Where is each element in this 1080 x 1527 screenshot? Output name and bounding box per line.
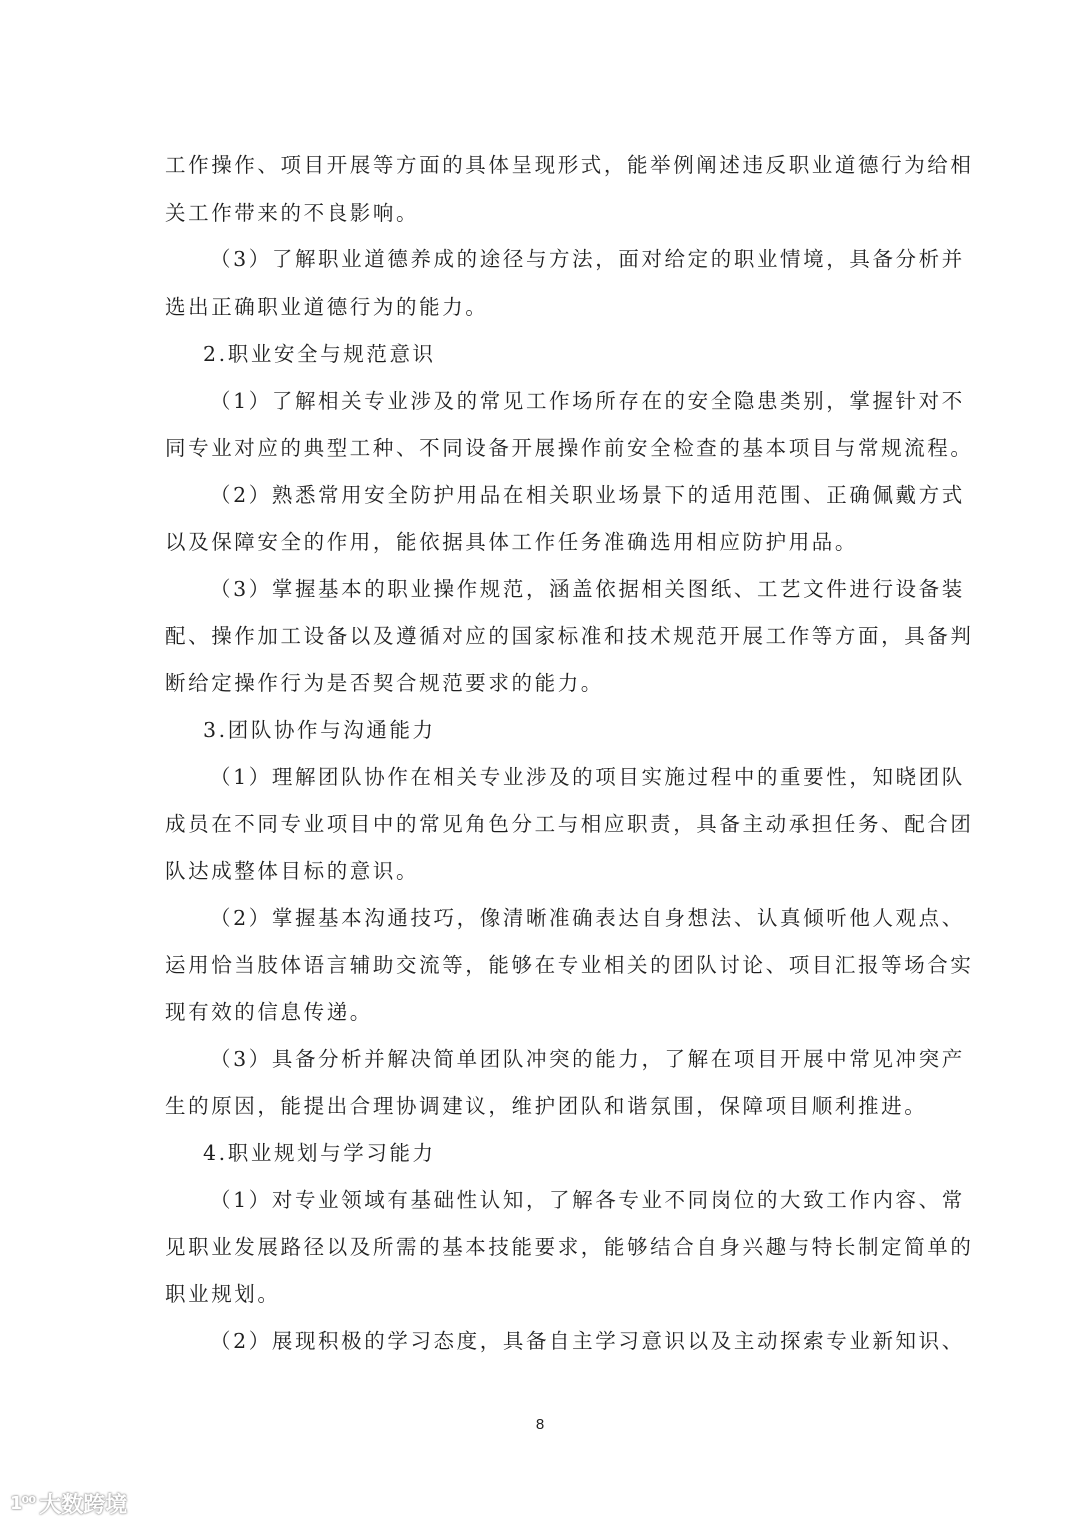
body-line: 现有效的信息传递。 xyxy=(165,1000,373,1024)
list-item-line: （2）展现积极的学习态度，具备自主学习意识以及主动探索专业新知识、 xyxy=(210,1329,965,1353)
section-heading: 4.职业规划与学习能力 xyxy=(203,1141,436,1165)
body-line: 配、操作加工设备以及遵循对应的国家标准和技术规范开展工作等方面，具备判 xyxy=(165,624,974,648)
body-line: 关工作带来的不良影响。 xyxy=(165,201,420,225)
body-line: 见职业发展路径以及所需的基本技能要求，能够结合自身兴趣与特长制定简单的 xyxy=(165,1235,974,1259)
body-line: 生的原因，能提出合理协调建议，维护团队和谐氛围，保障项目顺利推进。 xyxy=(165,1094,928,1118)
list-item-line: （3）了解职业道德养成的途径与方法，面对给定的职业情境，具备分析并 xyxy=(210,247,965,271)
body-line: 职业规划。 xyxy=(165,1282,281,1306)
section-heading: 2.职业安全与规范意识 xyxy=(203,342,436,366)
list-item-line: （2）掌握基本沟通技巧，像清晰准确表达自身想法、认真倾听他人观点、 xyxy=(210,906,965,930)
list-item-line: （3）具备分析并解决简单团队冲突的能力，了解在项目开展中常见冲突产 xyxy=(210,1047,965,1071)
watermark-text: 大数跨境 xyxy=(39,1493,128,1518)
list-item-line: （1）对专业领域有基础性认知，了解各专业不同岗位的大致工作内容、常 xyxy=(210,1188,965,1212)
body-line: 选出正确职业道德行为的能力。 xyxy=(165,295,489,319)
body-line: 断给定操作行为是否契合规范要求的能力。 xyxy=(165,671,604,695)
body-line: 工作操作、项目开展等方面的具体呈现形式，能举例阐述违反职业道德行为给相 xyxy=(165,153,974,177)
body-line: 以及保障安全的作用，能依据具体工作任务准确选用相应防护用品。 xyxy=(165,530,858,554)
body-line: 同专业对应的典型工种、不同设备开展操作前安全检查的基本项目与常规流程。 xyxy=(165,436,974,460)
list-item-line: （1）了解相关专业涉及的常见工作场所存在的安全隐患类别，掌握针对不 xyxy=(210,389,965,413)
list-item-line: （2）熟悉常用安全防护用品在相关职业场景下的适用范围、正确佩戴方式 xyxy=(210,483,965,507)
watermark-logo-icon: 1⁰⁰ xyxy=(10,1493,36,1514)
list-item-line: （1）理解团队协作在相关专业涉及的项目实施过程中的重要性，知晓团队 xyxy=(210,765,965,789)
body-line: 队达成整体目标的意识。 xyxy=(165,859,420,883)
body-line: 成员在不同专业项目中的常见角色分工与相应职责，具备主动承担任务、配合团 xyxy=(165,812,974,836)
watermark xyxy=(10,1488,127,1519)
page-number: 8 xyxy=(535,1416,545,1433)
list-item-line: （3）掌握基本的职业操作规范，涵盖依据相关图纸、工艺文件进行设备装 xyxy=(210,577,965,601)
body-line: 运用恰当肢体语言辅助交流等，能够在专业相关的团队讨论、项目汇报等场合实 xyxy=(165,953,974,977)
section-heading: 3.团队协作与沟通能力 xyxy=(203,718,436,742)
